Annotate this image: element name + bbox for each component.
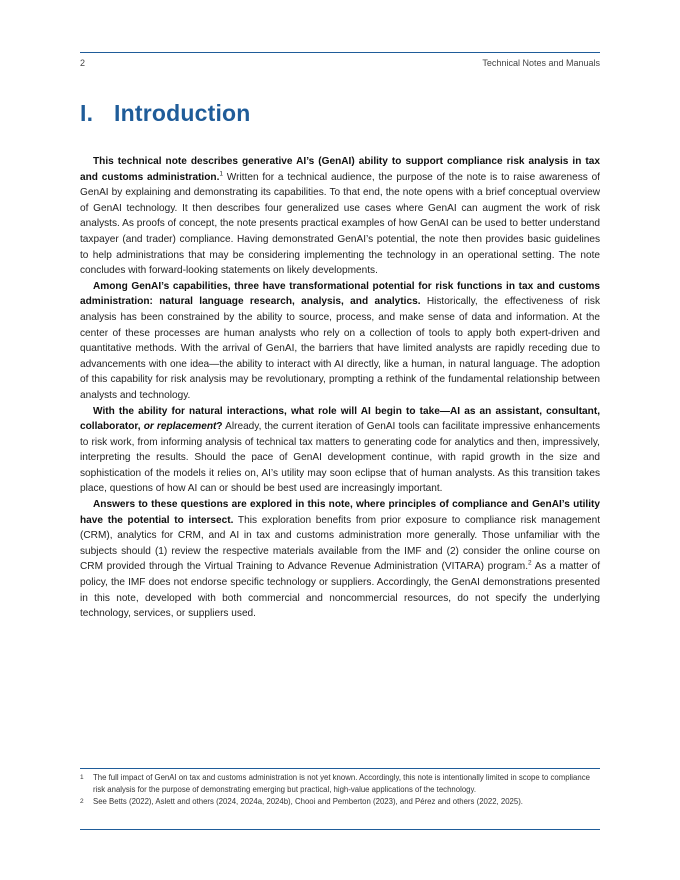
footnotes bbox=[80, 772, 600, 809]
page-number: 2 bbox=[80, 58, 86, 68]
paragraph bbox=[80, 154, 600, 279]
lead-end: ? bbox=[216, 421, 223, 433]
paragraph-text: This exploration benefits from prior exposure to compliance risk management (CRM), analytics for CRM, and AI in tax and customs administration more generally. Those unfamiliar with the subjects should (1) review the respective materials available from the IMF and (2) consider the online course on CRM provided through the Virtual Training to Advance Revenue Administration (VITARA) program. bbox=[80, 514, 600, 573]
footnote-text: The full impact of GenAI on tax and customs administration is not yet known. Accordingly, this note is intentionally limited in scope to compliance risk analysis for the purpose of demonstrating emerging but practical, high-value applications of the technology. bbox=[93, 773, 590, 794]
footnote-mark: 2 bbox=[80, 798, 84, 806]
footnote-ref[interactable]: 2 bbox=[528, 560, 532, 568]
footnote-rule bbox=[80, 768, 600, 769]
lead-text: With the ability for natural interactions, what role will AI begin to take—AI as an assistant, consultant, collaborator, bbox=[80, 405, 600, 433]
paragraph bbox=[80, 497, 600, 622]
section-number: I. bbox=[80, 100, 94, 126]
footer-rule bbox=[80, 829, 600, 830]
section-heading bbox=[80, 100, 251, 127]
paragraph-text: Historically, the effectiveness of risk analysis has been constrained by the ability to source, process, and make sense of data and information. At the center of these processes are human analysts who rely on a collection of tools to apply both expert-driven and quantitative methods. With the arrival of GenAI, the barriers that have limited analysts are rapidly receding due to advancements with one idea—the ability to interact with AI directly, like a human, in natural language. The adoption of this capability for risk analysis may be revolutionary, prompting a rethink of the fundamental relationship between analysts and technology. bbox=[80, 296, 601, 401]
paragraph-text: Written for a technical audience, the purpose of the note is to raise awareness of GenAI by explaining and demonstrating its capabilities. To that end, the note opens with a brief conceptual overview of GenAI technology. It then describes four generalized use cases where GenAI can augment the work of risk analysts. As proofs of concept, the note presents practical examples of how GenAI can be used to better understand taxpayer (and trader) compliance. Having demonstrated GenAI’s potential, the note then provides basic guidelines to help administrations that may be considering implementing the technology in an operational setting. The note concludes with forward-looking statements on likely developments. bbox=[80, 171, 600, 277]
lead-emphasis: or replacement bbox=[143, 421, 217, 433]
paragraph-lead: Answers to these questions are explored in this note, where principles of compliance and GenAI’s utility have the potential to intersect. bbox=[80, 499, 600, 526]
running-title: Technical Notes and Manuals bbox=[482, 58, 600, 68]
paragraph bbox=[80, 279, 600, 404]
paragraph-lead: Among GenAI’s capabilities, three have transformational potential for risk functions in tax and customs administration: natural language research, analysis, and analytics. bbox=[80, 280, 600, 308]
paragraph-text: Already, the current iteration of GenAI tools can facilitate impressive enhancements to risk work, from informing analysis of technical tax matters to generating code for analytics and then, impressively, interpreting the results. Should the pace of GenAI development continue, with rapid growth in the size and sophistication of the models it relies on, AI’s utility may soon eclipse that of human analysts. As this transition takes place, questions of how AI can or should be best used are increasingly important. bbox=[80, 421, 600, 495]
paragraph bbox=[80, 404, 600, 498]
footnote-ref[interactable]: 1 bbox=[219, 170, 223, 178]
paragraph-text: As a matter of policy, the IMF does not endorse specific technology or suppliers. Accordingly, the GenAI demonstrations presented in this note, developed with both commercial and noncommercial resources, do not specify the underlying technology, services, or suppliers used. bbox=[80, 561, 601, 620]
footnote bbox=[80, 772, 600, 795]
paragraph-lead: This technical note describes generative AI’s (GenAI) ability to support compliance risk analysis in tax and customs administration. bbox=[80, 156, 600, 183]
body-text bbox=[80, 154, 600, 622]
footnote-text: See Betts (2022), Aslett and others (2024, 2024a, 2024b), Chooi and Pemberton (2023), and Pérez and others (2022, 2025). bbox=[93, 797, 523, 807]
header-rule bbox=[80, 52, 600, 53]
footnote-mark: 1 bbox=[80, 774, 84, 781]
section-title: Introduction bbox=[114, 100, 251, 126]
page-header bbox=[80, 58, 600, 72]
footnote bbox=[80, 796, 600, 808]
